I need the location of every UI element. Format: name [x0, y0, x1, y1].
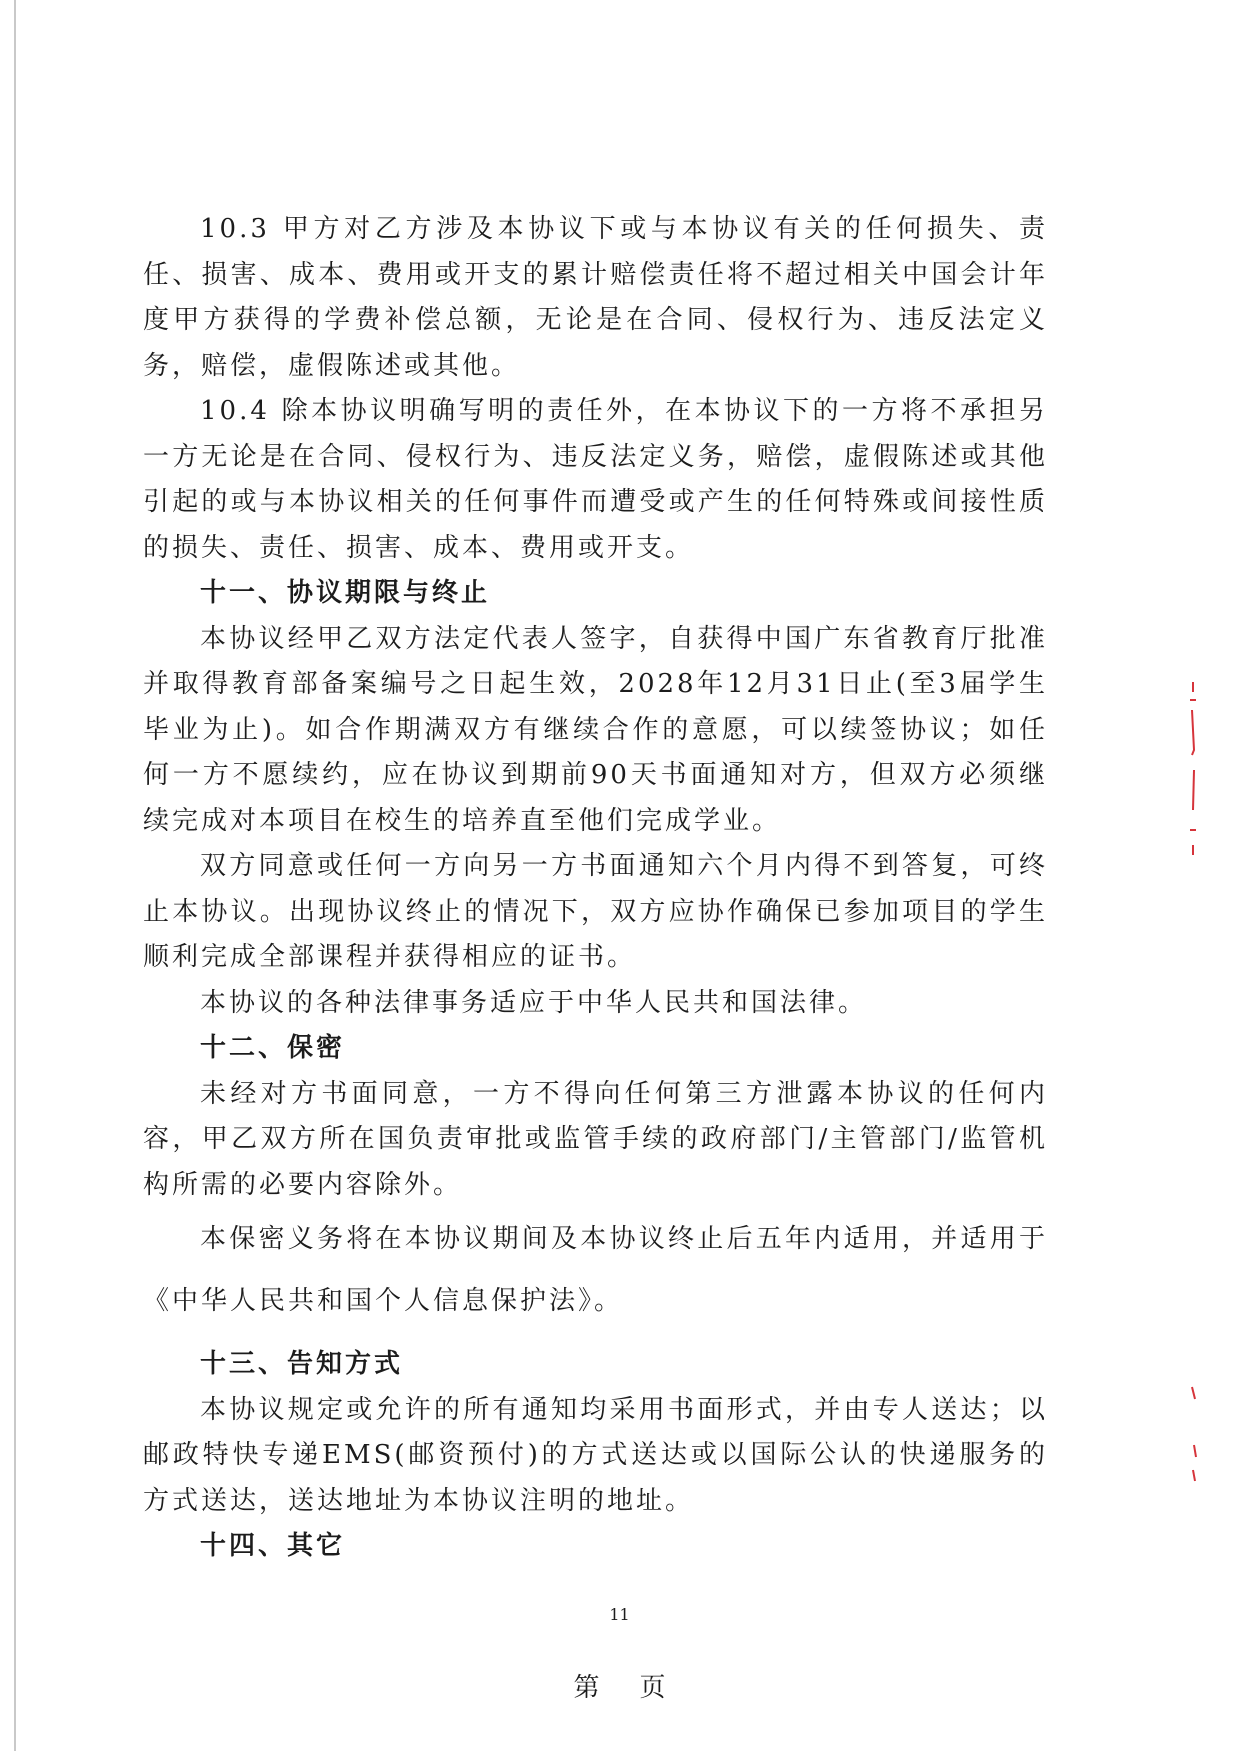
section-11-paragraph-1: 本协议经甲乙双方法定代表人签字，自获得中国广东省教育厅批准并取得教育部备案编号之日起生效，2028年12月31日止(至3届学生毕业为止)。如合作期满双方有继续合作的意愿，可以续签协议；如任何一方不愿续约，应在协议到期前90天书面通知对方，但双方必须继续完成对本项目在校生的培养直至他们完成学业。: [143, 623, 1048, 836]
section-heading-14: 十四、其它: [200, 1531, 346, 1561]
seal-strokes-lower: [1192, 1387, 1196, 1481]
section-11-paragraph-3: 本协议的各种法律事务适应于中华人民共和国法律。: [200, 987, 868, 1018]
seal-fragment-upper: [1186, 680, 1200, 860]
page-number: 11: [609, 1605, 630, 1624]
section-11-paragraph-2: 双方同意或任何一方向另一方书面通知六个月内得不到答复，可终止本协议。出现协议终止的情况下，双方应协作确保已参加项目的学生顺利完成全部课程并获得相应的证书。: [143, 851, 1048, 972]
page-footer: [0, 1667, 1239, 1704]
seal-fragment-lower: [1186, 1385, 1200, 1485]
footer-label-right: 页: [639, 1673, 666, 1703]
section-12-paragraph-1: 未经对方书面同意，一方不得向任何第三方泄露本协议的任何内容，甲乙双方所在国负责审批或监管手续的政府部门/主管部门/监管机构所需的必要内容除外。: [143, 1078, 1048, 1200]
section-12-paragraph-2: 本保密义务将在本协议期间及本协议终止后五年内适用，并适用于《中华人民共和国个人信息保护法》。: [143, 1224, 1048, 1316]
clause-10-4: 10.4 除本协议明确写明的责任外，在本协议下的一方将不承担另一方无论是在合同、侵权行为、违反法定义务，赔偿，虚假陈述或其他引起的或与本协议相关的任何事件而遭受或产生的任何特殊或间接性质的损失、责任、损害、成本、费用或开支。: [143, 396, 1048, 563]
clause-10-3: 10.3 甲方对乙方涉及本协议下或与本协议有关的任何损失、责任、损害、成本、费用或开支的累计赔偿责任将不超过相关中国会计年度甲方获得的学费补偿总额，无论是在合同、侵权行为、违反法定义务，赔偿，虚假陈述或其他。: [143, 214, 1048, 381]
section-13-paragraph-1: 本协议规定或允许的所有通知均采用书面形式，并由专人送达；以邮政特快专递EMS(邮资预付)的方式送达或以国际公认的快递服务的方式送达，送达地址为本协议注明的地址。: [143, 1394, 1048, 1516]
seal-strokes: [1190, 682, 1196, 855]
section-heading-13: 十三、告知方式: [200, 1349, 404, 1379]
document-body: [143, 207, 1048, 1570]
footer-label-left: 第: [573, 1673, 600, 1703]
section-heading-11: 十一、协议期限与终止: [200, 578, 491, 608]
section-heading-12: 十二、保密: [200, 1033, 346, 1063]
scan-edge-line: [14, 0, 16, 1751]
